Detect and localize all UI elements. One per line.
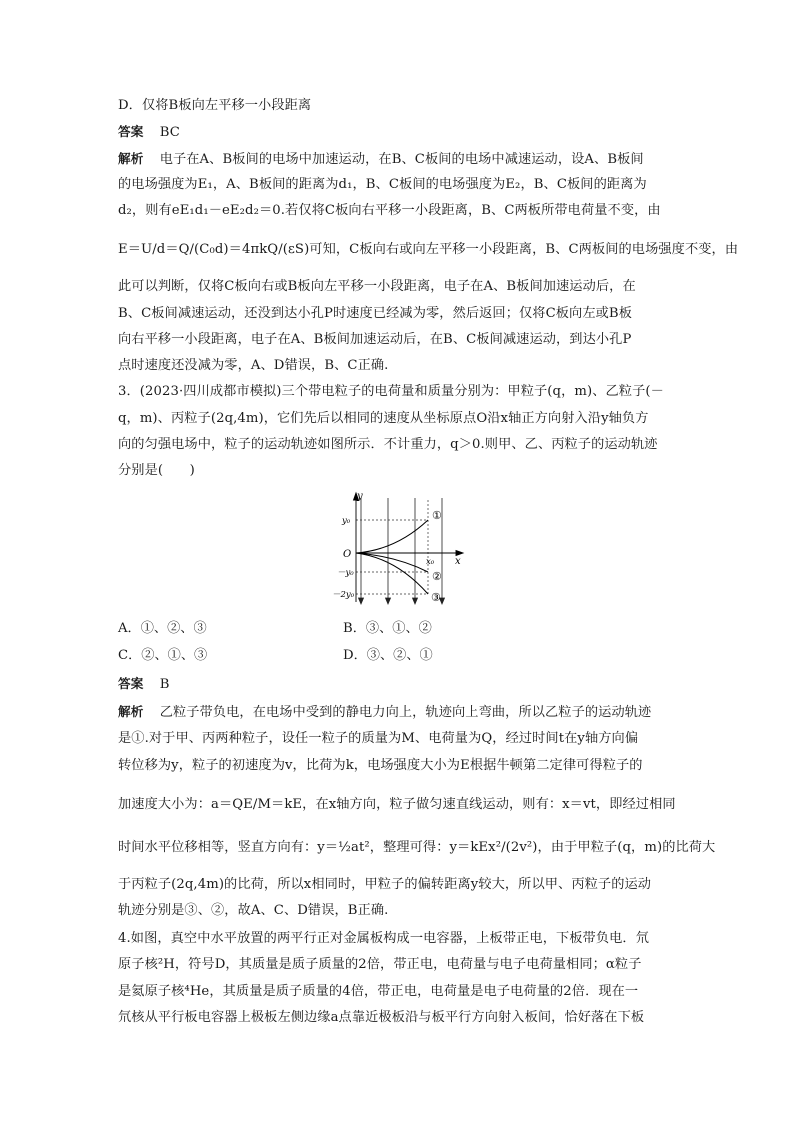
trajectory-figure [332, 490, 466, 610]
curve-3-label: ③ [431, 591, 441, 604]
q3-analysis-line: 加速度大小为：a＝QE/M＝kE，在x轴方向，粒子做匀速直线运动，则有：x＝vt，即经过相同 [118, 797, 676, 812]
q3-analysis-label: 解析 [118, 704, 144, 719]
q3-option-b: B．③、①、② [343, 621, 432, 636]
q3-stem-line: 3．(2023·四川成都市模拟)三个带电粒子的电荷量和质量分别为：甲粒子(q，m)、乙粒子(－ [118, 384, 664, 399]
q2-answer-label: 答案 [118, 124, 144, 139]
q3-analysis-line: 时间水平位移相等，竖直方向有：y＝½at²，整理可得：y＝kEx²/(2v²)，由于甲粒子(q，m)的比荷大 [118, 840, 716, 855]
q2-answer-value: BC [159, 125, 180, 140]
trajectories [356, 520, 428, 594]
q3-analysis-line: 是①.对于甲、丙两种粒子，设任一粒子的质量为M、电荷量为Q，经过时间t在y轴方向偏 [118, 731, 639, 746]
q3-option-d: D．③、②、① [343, 648, 433, 663]
q2-analysis-first [118, 151, 678, 168]
q3-analysis-line: 于丙粒子(2q,4m)的比荷，所以x相同时，甲粒子的偏转距离y较大，所以甲、丙粒子的运动 [118, 877, 652, 892]
q3-answer-label: 答案 [118, 676, 144, 691]
q2-analysis-line: d₂，则有eE₁d₁－eE₂d₂＝0.若仅将C板向右平移一小段距离，B、C两板所带电荷量不变，由 [118, 203, 661, 218]
trajectory-2 [356, 553, 428, 572]
q2-analysis-line: B、C板间减速运动，还没到达小孔P时速度已经减为零，然后返回；仅将C板向左或B板 [118, 306, 632, 321]
q2-analysis-line: 电子在A、B板间的电场中加速运动，在B、C板间的电场中减速运动，设A、B板间 [159, 152, 644, 167]
q3-answer [118, 676, 678, 693]
q3-analysis-line: 轨迹分别是③、②，故A、C、D错误，B正确. [118, 903, 389, 918]
origin-label: O [343, 549, 352, 560]
neg-2y0-label: －2y₀ [332, 590, 355, 600]
curve-1-label: ① [432, 509, 442, 522]
q4-stem-line: 4.如图，真空中水平放置的两平行正对金属板构成一电容器，上板带正电，下板带负电．氘 [118, 931, 649, 946]
q3-option-c: C．②、①、③ [118, 648, 208, 663]
curve-2-label: ② [432, 570, 442, 583]
q2-analysis-line: 向右平移一小段距离，电子在A、B板间加速运动后，在B、C板间减速运动，到达小孔P [118, 332, 632, 347]
y0-label: y₀ [342, 516, 351, 526]
q3-analysis-first [118, 704, 678, 721]
q2-analysis-label: 解析 [118, 151, 144, 166]
q2-option-d: D．仅将B板向左平移一小段距离 [118, 98, 312, 113]
q2-analysis-line: 此可以判断，仅将C板向右或B板向左平移一小段距离，电子在A、B板间加速运动后，在 [118, 279, 636, 294]
reference-lines [356, 500, 428, 594]
axes [354, 493, 464, 602]
q3-analysis-line: 乙粒子带负电，在电场中受到的静电力向上，轨迹向上弯曲，所以乙粒子的运动轨迹 [159, 705, 652, 720]
trajectory-svg [332, 490, 466, 610]
q3-option-a: A．①、②、③ [118, 621, 207, 636]
q2-analysis-line: E＝U/d＝Q/(C₀d)＝4πkQ/(εS)可知，C板向右或向左平移一小段距离，B、C两板间的电场强度不变，由 [118, 242, 739, 257]
trajectory-1 [356, 520, 428, 553]
y-axis-label: y [357, 491, 363, 502]
q3-analysis-line: 转位移为y，粒子的初速度为v，比荷为k，电场强度大小为E根据牛顿第二定律可得粒子的 [118, 758, 643, 773]
q3-stem-line: 分别是( ) [118, 463, 195, 478]
q4-stem-line: 是氦原子核⁴He，其质量是质子质量的4倍，带正电，电荷量是电子电荷量的2倍．现在一 [118, 984, 639, 999]
neg-y0-label: －y₀ [337, 568, 354, 578]
q2-analysis-line: 的电场强度为E₁，A、B板间的距离为d₁，B、C板间的电场强度为E₂，B、C板间的距离为 [118, 177, 647, 192]
x-axis-label: x [455, 556, 461, 567]
q4-stem-line: 原子核²H，符号D，其质量是质子质量的2倍，带正电，电荷量与电子电荷量相同；α粒子 [118, 957, 642, 972]
q3-stem-line: q，m)、丙粒子(2q,4m)，它们先后以相同的速度从坐标原点O沿x轴正方向射入沿y轴负方 [118, 411, 649, 426]
q4-stem-line: 氘核从平行板电容器上极板左侧边缘a点靠近极板沿与板平行方向射入板间，恰好落在下板 [118, 1010, 645, 1025]
q2-analysis-line: 点时速度还没减为零，A、D错误，B、C正确. [118, 358, 389, 373]
x0-label: x₀ [426, 557, 435, 567]
q2-answer [118, 124, 678, 141]
q3-answer-value: B [159, 677, 170, 692]
q3-stem-line: 向的匀强电场中，粒子的运动轨迹如图所示．不计重力，q＞0.则甲、乙、丙粒子的运动轨迹 [118, 437, 658, 452]
